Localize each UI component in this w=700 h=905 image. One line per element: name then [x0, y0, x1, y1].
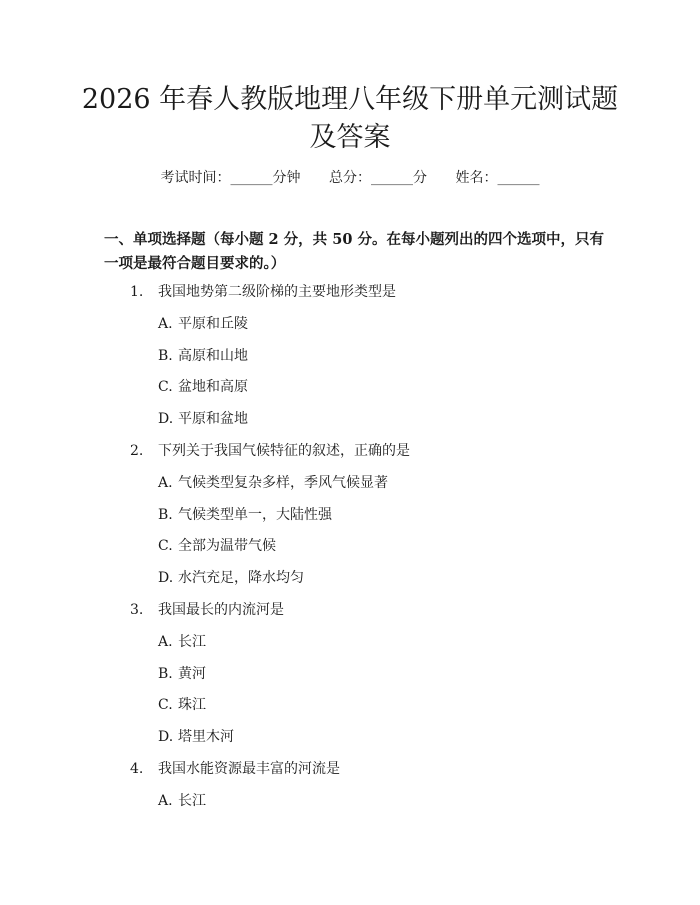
question-text: 下列关于我国气候特征的叙述，正确的是: [158, 443, 410, 459]
option-text: 长江: [178, 793, 206, 809]
option-text: 长江: [178, 634, 206, 650]
document-title-line-2: 及答案: [309, 122, 391, 153]
option-letter: A.: [158, 793, 173, 809]
question-2: [130, 441, 410, 461]
question-4-option-a: [158, 791, 206, 811]
question-number: 1.: [130, 284, 144, 300]
option-text: 平原和丘陵: [178, 316, 248, 332]
question-3: [130, 600, 284, 620]
student-name-field: [455, 170, 539, 186]
document-title-line-1: 2026 年春人教版地理八年级下册单元测试题: [81, 84, 619, 115]
option-letter: D.: [158, 411, 174, 427]
total-score-unit: 分: [413, 170, 427, 186]
option-letter: B.: [158, 507, 173, 523]
option-text: 水汽充足，降水均匀: [178, 570, 304, 586]
option-text: 高原和山地: [178, 348, 248, 364]
option-text: 塔里木河: [178, 729, 234, 745]
section-heading: 一、单项选择题（每小题 2 分，共 50 分。在每小题列出的四个选项中，只有一项是最符合题目要求的。）: [104, 231, 604, 272]
option-letter: D.: [158, 729, 174, 745]
question-4: [130, 759, 340, 779]
option-text: 气候类型复杂多样，季风气候显著: [178, 475, 388, 491]
question-1-option-a: [158, 314, 248, 334]
total-score-field: [329, 170, 427, 186]
exam-time-label: 考试时间：: [160, 170, 231, 186]
option-letter: A.: [158, 316, 173, 332]
option-letter: A.: [158, 634, 173, 650]
question-1-option-b: [158, 346, 248, 366]
option-letter: C.: [158, 697, 173, 713]
question-3-option-b: [158, 664, 206, 684]
question-number: 3.: [130, 602, 144, 618]
student-name-label: 姓名：: [455, 170, 498, 186]
question-text: 我国地势第二级阶梯的主要地形类型是: [158, 284, 396, 300]
total-score-label: 总分：: [329, 170, 371, 186]
question-2-option-d: [158, 568, 304, 588]
option-letter: A.: [158, 475, 173, 491]
question-2-option-b: [158, 505, 332, 525]
question-3-option-c: [158, 695, 206, 715]
question-3-option-d: [158, 727, 234, 747]
question-number: 4.: [130, 761, 144, 777]
option-letter: C.: [158, 379, 173, 395]
option-letter: D.: [158, 570, 174, 586]
option-text: 盆地和高原: [178, 379, 248, 395]
question-text: 我国最长的内流河是: [158, 602, 284, 618]
question-text: 我国水能资源最丰富的河流是: [158, 761, 340, 777]
question-1: [130, 282, 396, 302]
question-1-option-d: [158, 409, 248, 429]
question-2-option-c: [158, 536, 276, 556]
option-text: 珠江: [178, 697, 206, 713]
option-letter: B.: [158, 666, 173, 682]
exam-time-blank: ______: [230, 170, 273, 186]
question-2-option-a: [158, 473, 388, 493]
option-text: 全部为温带气候: [178, 538, 276, 554]
exam-info-row: [0, 168, 700, 188]
option-text: 气候类型单一，大陆性强: [178, 507, 332, 523]
total-score-blank: ______: [371, 170, 413, 186]
option-text: 黄河: [178, 666, 206, 682]
option-text: 平原和盆地: [178, 411, 248, 427]
question-1-option-c: [158, 377, 248, 397]
exam-time-field: [161, 170, 301, 186]
option-letter: C.: [158, 538, 173, 554]
question-number: 2.: [130, 443, 144, 459]
student-name-blank: ______: [497, 170, 540, 186]
exam-time-unit: 分钟: [272, 170, 301, 186]
question-3-option-a: [158, 632, 206, 652]
option-letter: B.: [158, 348, 173, 364]
